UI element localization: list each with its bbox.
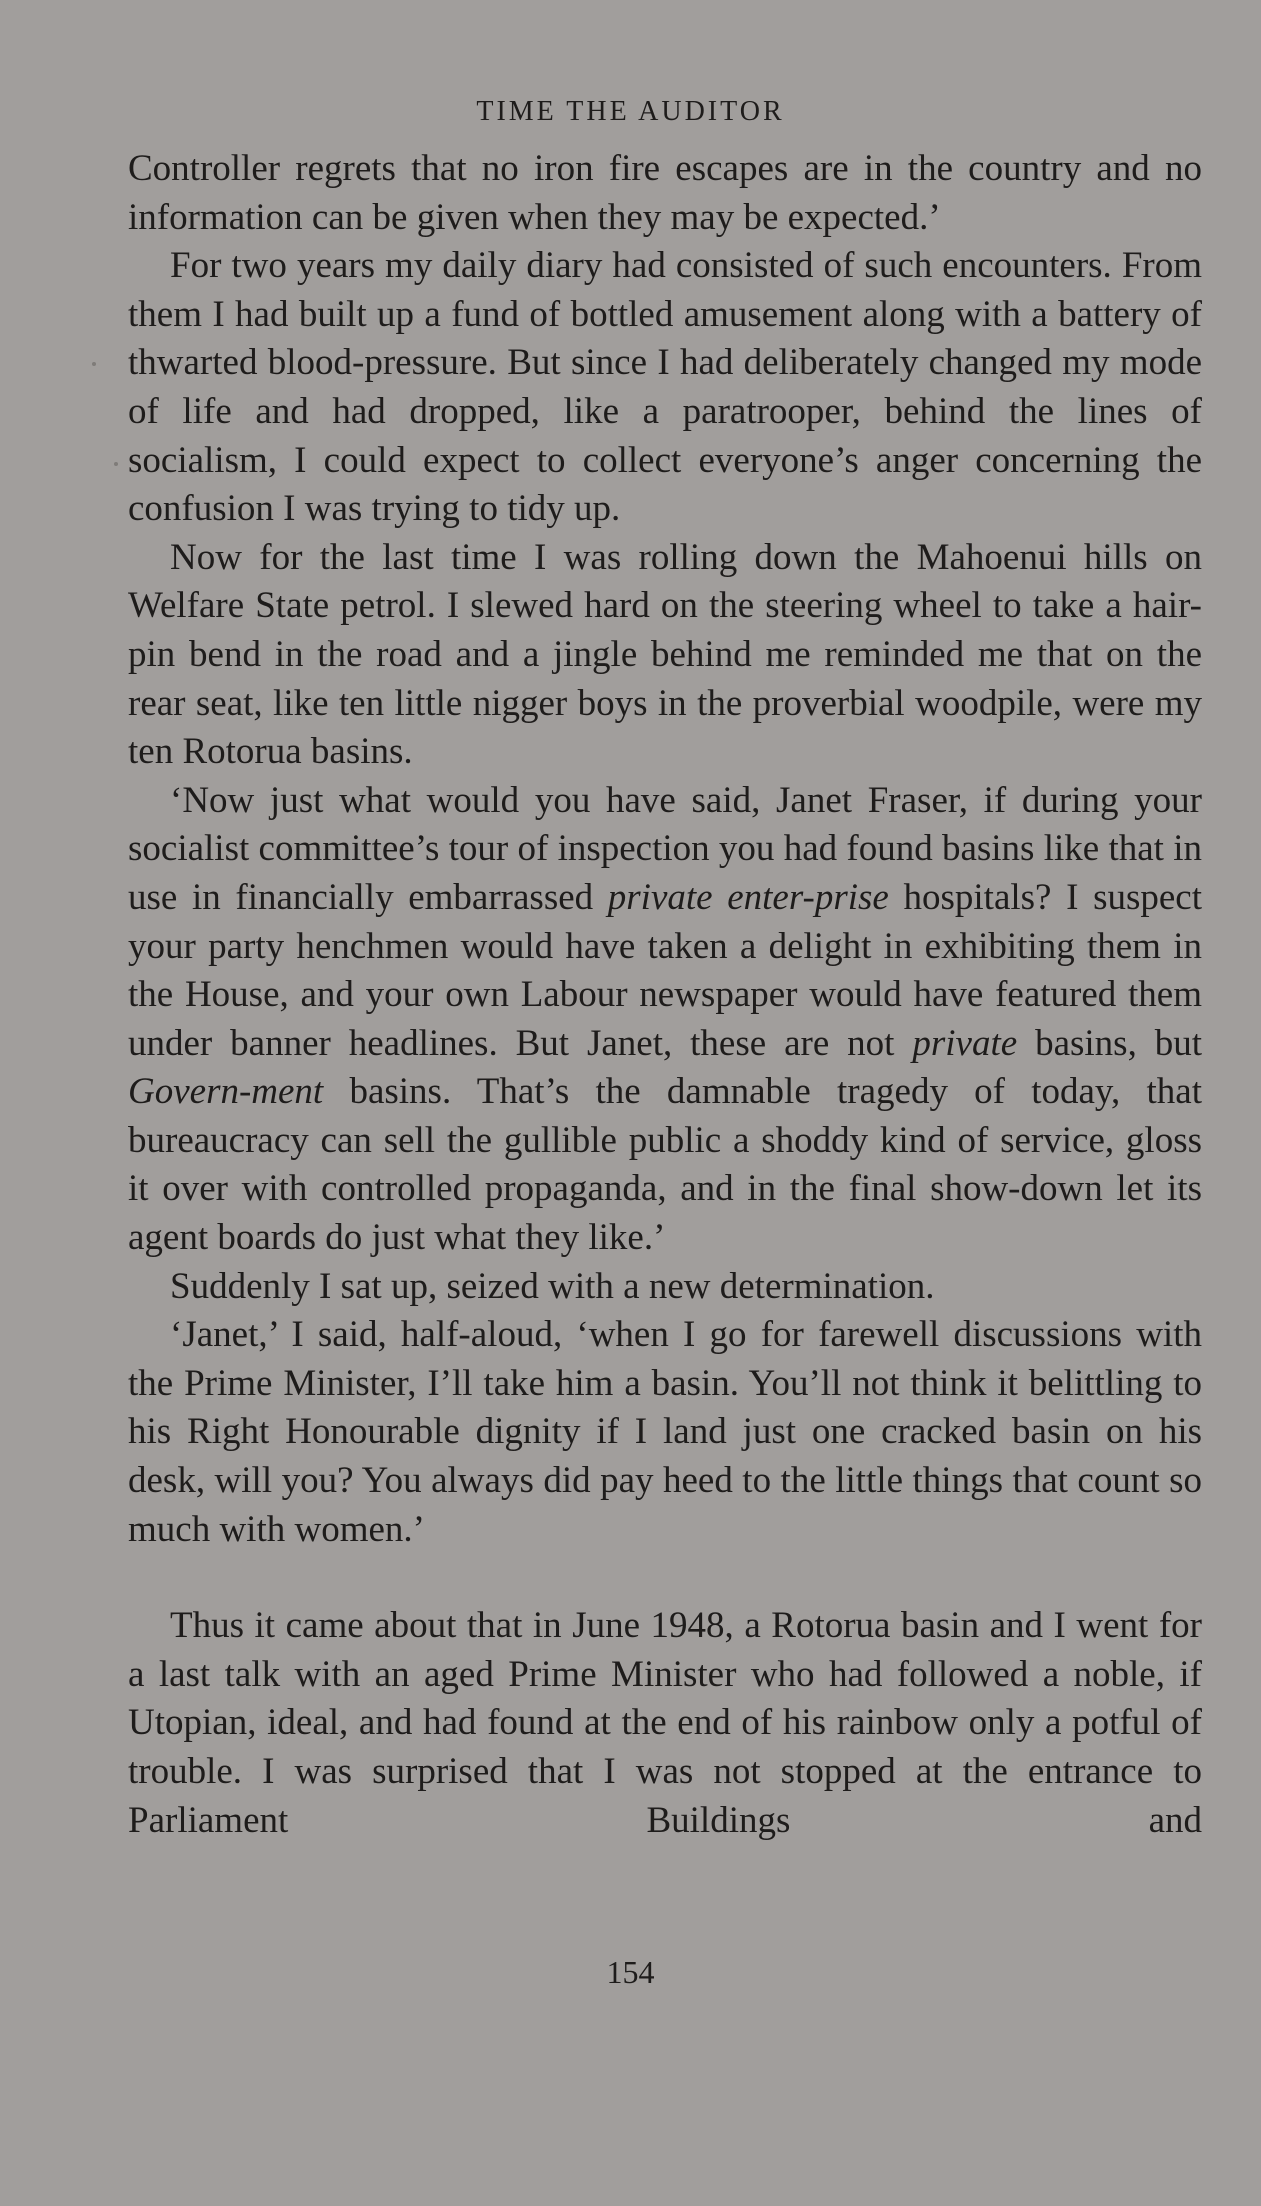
running-head: TIME THE AUDITOR [476,96,785,127]
paragraph [128,1263,1202,1312]
text-run: For two years my daily diary had consisted of such encounters. From them I had built up a fund of bottled amusement along with a battery of thwarted blood-pressure. But since I had deliberately changed my mode of life and had dropped, like a paratrooper, behind the lines of socialism, I could expect to collect everyone’s anger concerning the confusion I was trying to tidy up. [128,245,1202,530]
paper-speck [92,362,96,366]
paragraph [128,1602,1202,1845]
paragraph [128,242,1202,534]
text-run: Now for the last time I was rolling down the Mahoenui hills on Welfare State petrol. I slewed hard on the steering wheel to take a hair-pin bend in the road and a jingle behind me reminded me that on the rear seat, like ten little nigger boys in the proverbial woodpile, were my ten Rotorua basins. [128,536,1202,773]
text-run: Suddenly I sat up, seized with a new determination. [170,1265,935,1307]
paragraph [128,534,1202,777]
paragraph [128,1311,1202,1554]
text-run: Controller regrets that no iron fire escapes are in the country and no information can be given when they may be expected.’ [128,148,1202,238]
paragraph [128,145,1202,242]
italic-text: Govern-ment [128,1071,324,1113]
text-run: ‘Janet,’ I said, half-aloud, ‘when I go for farewell discussions with the Prime Minister, I’ll take him a basin. You’ll not think it belittling to his Right Honourable dignity if I land just one cracked basin on his desk, will you? You always did pay heed to the little things that count so much with women.’ [128,1314,1202,1550]
text-run: hospitals? I suspect your party henchmen would have taken a delight in exhibiting them in the House, and your own Labour newspaper would have featured them under banner headlines. But Janet, these are not [128,876,1202,1064]
page-number: 154 [606,1954,655,1990]
section-break [128,1554,1202,1602]
text-run: basins, but [1017,1022,1202,1064]
paragraph [128,777,1202,1263]
italic-text: private [912,1022,1018,1064]
text-run: basins. That’s the damnable tragedy of today, that bureaucracy can sell the gullible public a shoddy kind of service, gloss it over with controlled propaganda, and in the final show-down let its agent boards do just what they like.’ [128,1071,1202,1259]
text-run: Thus it came about that in June 1948, a Rotorua basin and I went for a last talk with an aged Prime Minister who had followed a noble, if Utopian, ideal, and had found at the end of his rainbow only a potful of trouble. I was surprised that I was not stopped at the entrance to Parliament Buildings and [128,1605,1202,1841]
text-run: ‘Now just what would you have said, Janet Fraser, if during your socialist committee’s tour of inspection you had found basins like that in use in financially embarrassed [128,779,1202,918]
paper-speck [114,462,118,466]
italic-text: private enter-prise [607,876,889,918]
body-text [128,145,1202,1845]
